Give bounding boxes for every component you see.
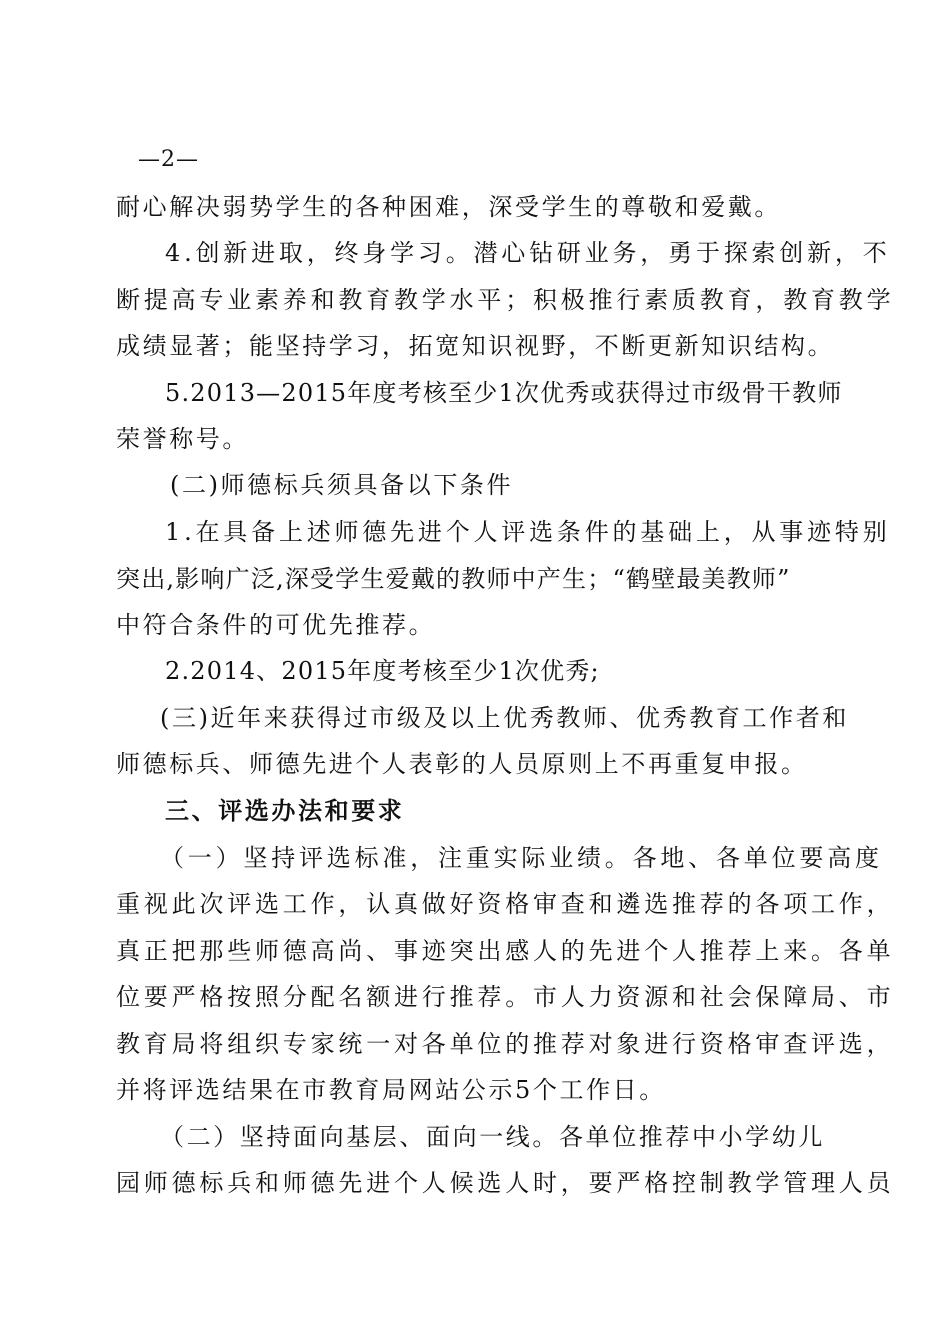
- body-line: 突出,影响广泛,深受学生爱戴的教师中产生；“鹤壁最美教师”: [116, 565, 791, 593]
- body-line: 中符合条件的可优先推荐。: [116, 611, 436, 639]
- body-line: 位要严格按照分配名额进行推荐。市人力资源和社会保障局、市: [116, 983, 895, 1011]
- body-line: 成绩显著；能坚持学习，拓宽知识视野，不断更新知识结构。: [116, 332, 835, 360]
- section-heading: 三、评选办法和要求: [165, 797, 405, 825]
- body-line: （一）坚持评选标准，注重实际业绩。各地、各单位要高度: [160, 844, 883, 872]
- body-line: 教育局将组织专家统一对各单位的推荐对象进行资格审查评选，: [116, 1030, 895, 1058]
- body-line: 并将评选结果在市教育局网站公示5个工作日。: [116, 1076, 666, 1104]
- body-line: (三)近年来获得过市级及以上优秀教师、优秀教育工作者和: [160, 704, 849, 732]
- body-line: 1.在具备上述师德先进个人评选条件的基础上，从事迹特别: [165, 518, 891, 546]
- body-line: 重视此次评选工作，认真做好资格审查和遴选推荐的各项工作，: [116, 890, 895, 918]
- body-line: 断提高专业素养和教育教学水平；积极推行素质教育，教育教学: [116, 286, 895, 314]
- body-line: 荣誉称号。: [116, 425, 249, 453]
- body-line: 2.2014、2015年度考核至少1次优秀;: [165, 657, 600, 685]
- body-line: 5.2013—2015年度考核至少1次优秀或获得过市级骨干教师: [165, 379, 843, 407]
- body-line: 师德标兵、师德先进个人表彰的人员原则上不再重复申报。: [116, 750, 808, 778]
- body-line: 园师德标兵和师德先进个人候选人时，要严格控制教学管理人员: [116, 1169, 895, 1197]
- body-line: (二)师德标兵须具备以下条件: [170, 471, 514, 499]
- page-number: —2—: [138, 147, 199, 172]
- body-line: （二）坚持面向基层、面向一线。各单位推荐中小学幼儿: [160, 1123, 825, 1151]
- body-line: 4.创新进取，终身学习。潜心钻研业务，勇于探索创新，不: [165, 239, 891, 267]
- body-line: 真正把那些师德高尚、事迹突出感人的先进个人推荐上来。各单: [116, 937, 895, 965]
- body-line: 耐心解决弱势学生的各种困难，深受学生的尊敬和爱戴。: [116, 193, 781, 221]
